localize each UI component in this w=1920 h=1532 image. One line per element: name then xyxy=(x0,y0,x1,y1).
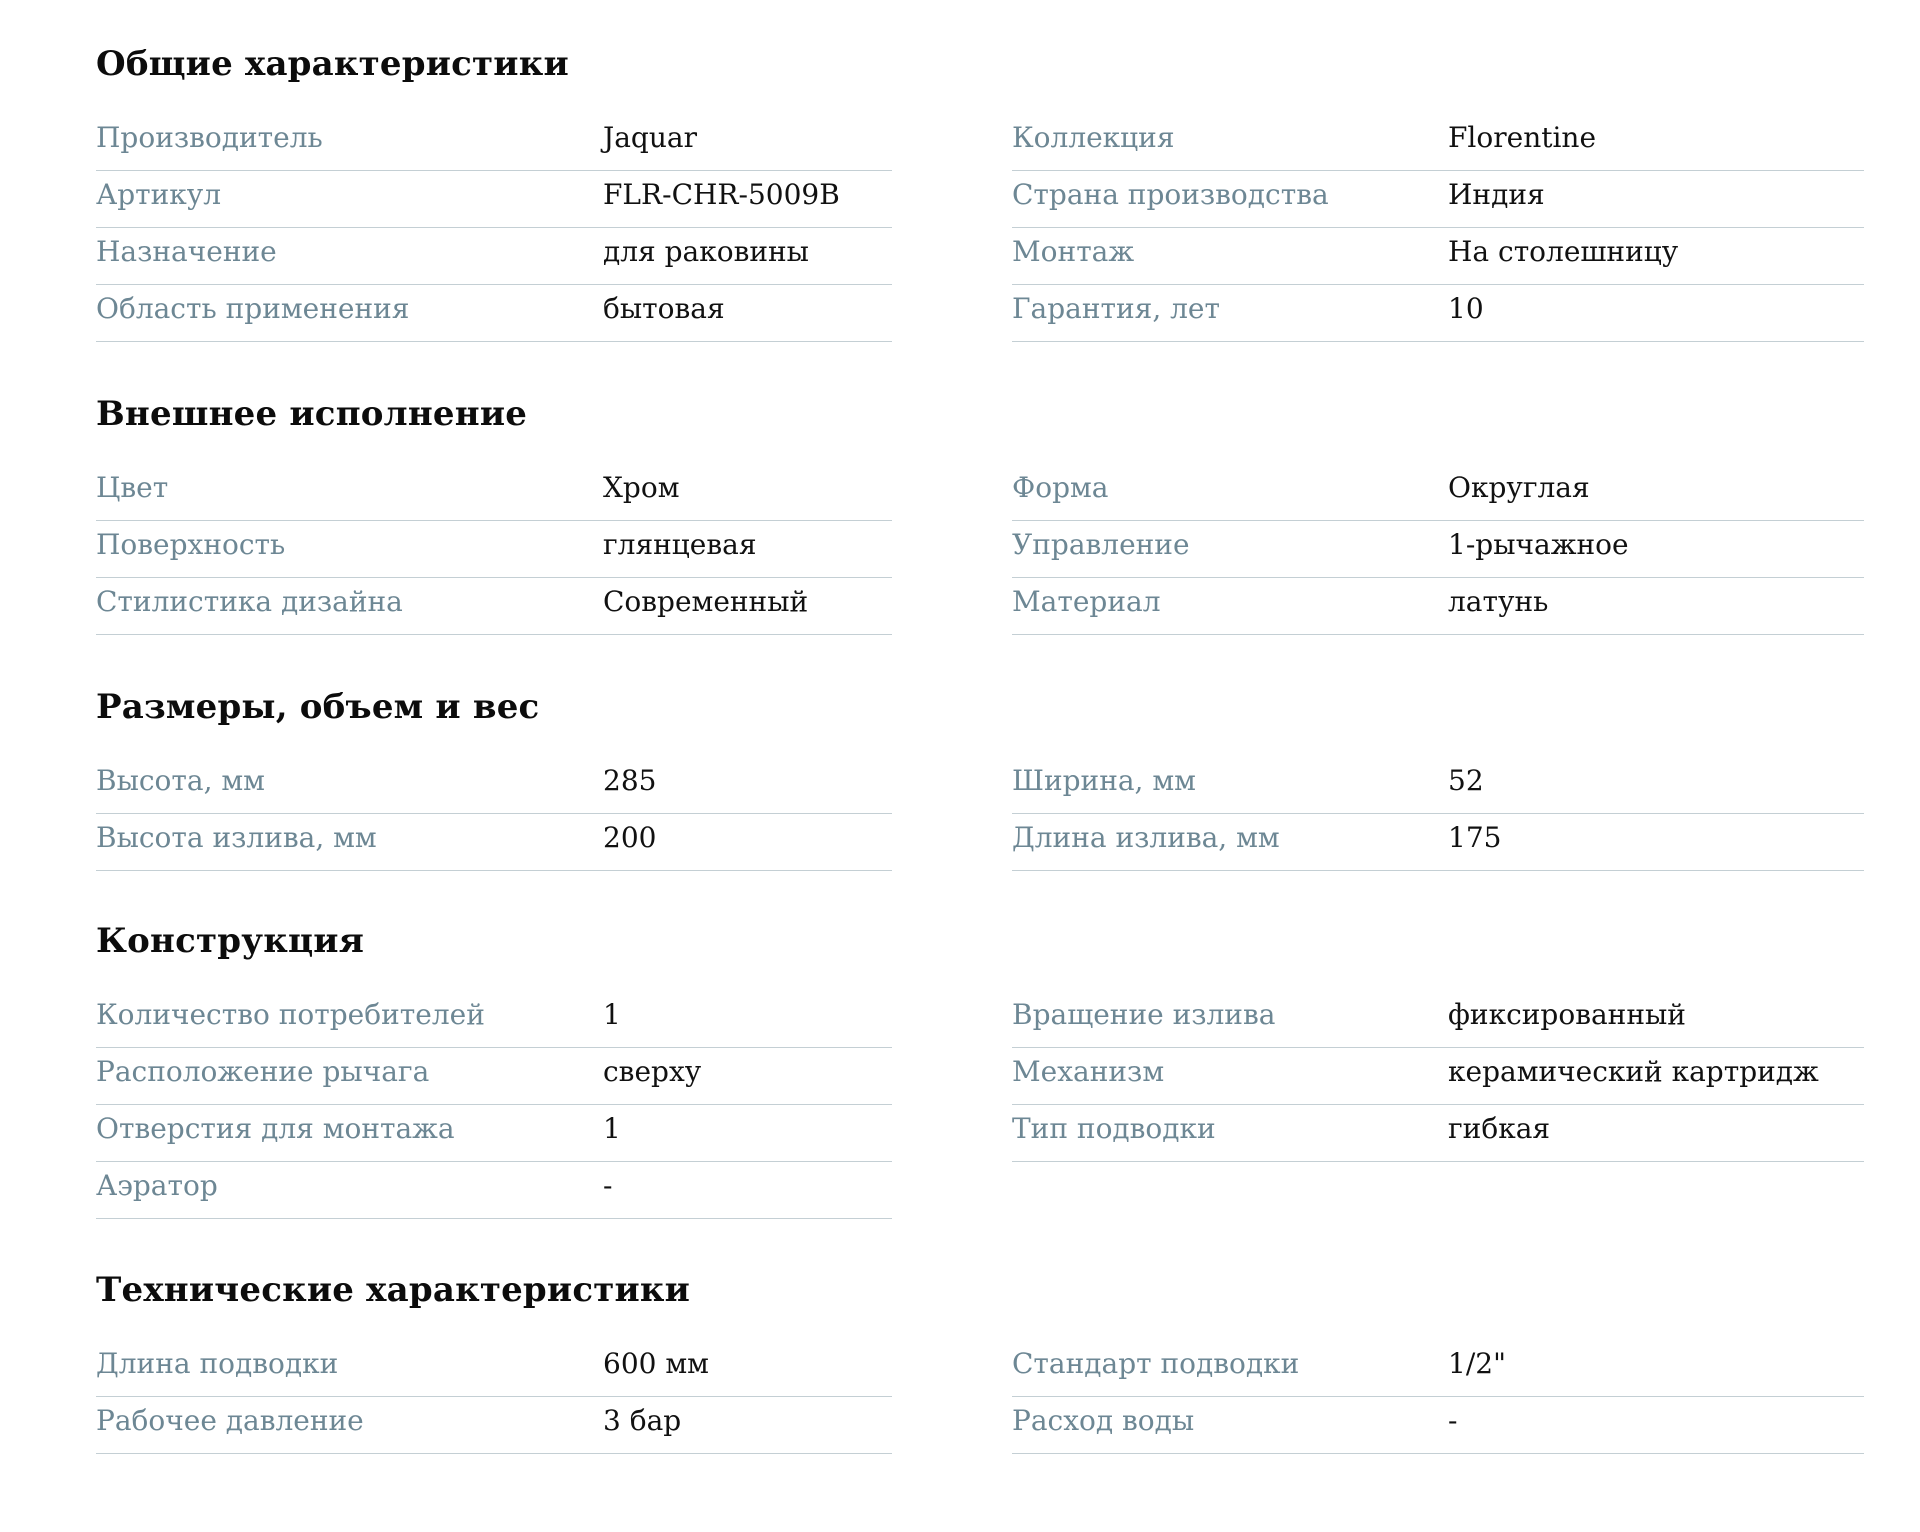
spec-row xyxy=(96,464,892,521)
spec-value: фиксированный xyxy=(1448,998,1686,1031)
spec-value: - xyxy=(603,1169,613,1202)
spec-column-right xyxy=(1012,991,1864,1162)
section-title: Внешнее исполнение xyxy=(96,394,528,434)
spec-label: Артикул xyxy=(96,178,222,211)
spec-row xyxy=(1012,1105,1864,1162)
spec-row xyxy=(96,1340,892,1397)
spec-label: Производитель xyxy=(96,121,323,154)
spec-column-right xyxy=(1012,464,1864,635)
spec-label: Рабочее давление xyxy=(96,1404,364,1437)
spec-value: 285 xyxy=(603,764,657,797)
section-construction xyxy=(96,921,1864,1219)
spec-label: Поверхность xyxy=(96,528,286,561)
spec-column-right xyxy=(1012,114,1864,342)
spec-label: Область применения xyxy=(96,292,410,325)
spec-label: Назначение xyxy=(96,235,277,268)
spec-row xyxy=(1012,464,1864,521)
spec-label: Форма xyxy=(1012,471,1109,504)
spec-value: для раковины xyxy=(603,235,809,268)
spec-row xyxy=(96,814,892,871)
spec-label: Отверстия для монтажа xyxy=(96,1112,455,1145)
section-title: Размеры, объем и вес xyxy=(96,687,540,727)
spec-row xyxy=(96,1048,892,1105)
spec-value: Округлая xyxy=(1448,471,1590,504)
spec-column-left xyxy=(96,1340,892,1454)
spec-value: 1 xyxy=(603,998,621,1031)
section-technical xyxy=(96,1270,1864,1454)
spec-value: 1-рычажное xyxy=(1448,528,1629,561)
spec-row xyxy=(1012,171,1864,228)
spec-column-left xyxy=(96,991,892,1219)
spec-label: Длина излива, мм xyxy=(1012,821,1280,854)
spec-value: латунь xyxy=(1448,585,1549,618)
spec-value: На столешницу xyxy=(1448,235,1679,268)
spec-value: 600 мм xyxy=(603,1347,709,1380)
spec-label: Механизм xyxy=(1012,1055,1165,1088)
spec-label: Монтаж xyxy=(1012,235,1135,268)
spec-label: Стилистика дизайна xyxy=(96,585,403,618)
spec-value: глянцевая xyxy=(603,528,757,561)
spec-label: Количество потребителей xyxy=(96,998,485,1031)
spec-label: Длина подводки xyxy=(96,1347,339,1380)
spec-value: 1/2" xyxy=(1448,1347,1506,1380)
spec-label: Страна производства xyxy=(1012,178,1329,211)
spec-value: керамический картридж xyxy=(1448,1055,1819,1088)
spec-label: Высота излива, мм xyxy=(96,821,377,854)
spec-value: 200 xyxy=(603,821,657,854)
spec-row xyxy=(1012,814,1864,871)
spec-row xyxy=(1012,114,1864,171)
spec-row xyxy=(96,114,892,171)
spec-value: гибкая xyxy=(1448,1112,1551,1145)
spec-label: Расположение рычага xyxy=(96,1055,430,1088)
spec-value: FLR-CHR-5009B xyxy=(603,178,840,211)
spec-value: 52 xyxy=(1448,764,1484,797)
spec-column-left xyxy=(96,464,892,635)
section-title: Конструкция xyxy=(96,921,365,961)
spec-label: Гарантия, лет xyxy=(1012,292,1220,325)
spec-value: 10 xyxy=(1448,292,1484,325)
spec-value: сверху xyxy=(603,1055,702,1088)
spec-row xyxy=(96,1162,892,1219)
spec-label: Ширина, мм xyxy=(1012,764,1196,797)
section-general xyxy=(96,44,1864,342)
spec-row xyxy=(1012,521,1864,578)
spec-label: Коллекция xyxy=(1012,121,1175,154)
spec-label: Высота, мм xyxy=(96,764,265,797)
section-dimensions xyxy=(96,687,1864,871)
spec-label: Тип подводки xyxy=(1012,1112,1216,1145)
spec-column-right xyxy=(1012,757,1864,871)
section-title: Технические характеристики xyxy=(96,1270,691,1310)
spec-column-left xyxy=(96,757,892,871)
spec-value: бытовая xyxy=(603,292,725,325)
spec-row xyxy=(96,1105,892,1162)
spec-value: Индия xyxy=(1448,178,1545,211)
spec-row xyxy=(1012,1397,1864,1454)
spec-value: Современный xyxy=(603,585,809,618)
spec-value: 1 xyxy=(603,1112,621,1145)
spec-label: Стандарт подводки xyxy=(1012,1347,1300,1380)
spec-row xyxy=(1012,1048,1864,1105)
spec-row xyxy=(96,991,892,1048)
section-title: Общие характеристики xyxy=(96,44,569,84)
spec-label: Материал xyxy=(1012,585,1161,618)
spec-row xyxy=(96,228,892,285)
spec-value: 175 xyxy=(1448,821,1502,854)
spec-row xyxy=(96,521,892,578)
section-appearance xyxy=(96,394,1864,635)
spec-row xyxy=(1012,285,1864,342)
spec-value: Хром xyxy=(603,471,680,504)
spec-label: Управление xyxy=(1012,528,1190,561)
spec-row xyxy=(1012,578,1864,635)
spec-value: Florentine xyxy=(1448,121,1597,154)
spec-label: Цвет xyxy=(96,471,169,504)
spec-row xyxy=(96,171,892,228)
spec-row xyxy=(1012,228,1864,285)
spec-label: Расход воды xyxy=(1012,1404,1195,1437)
spec-label: Аэратор xyxy=(96,1169,218,1202)
spec-row xyxy=(96,1397,892,1454)
spec-value: - xyxy=(1448,1404,1458,1437)
spec-row xyxy=(96,285,892,342)
spec-row xyxy=(96,578,892,635)
spec-row xyxy=(1012,991,1864,1048)
spec-column-left xyxy=(96,114,892,342)
spec-row xyxy=(96,757,892,814)
spec-label: Вращение излива xyxy=(1012,998,1276,1031)
spec-column-right xyxy=(1012,1340,1864,1454)
spec-value: Jaquar xyxy=(603,121,697,154)
spec-value: 3 бар xyxy=(603,1404,682,1437)
spec-row xyxy=(1012,1340,1864,1397)
spec-row xyxy=(1012,757,1864,814)
